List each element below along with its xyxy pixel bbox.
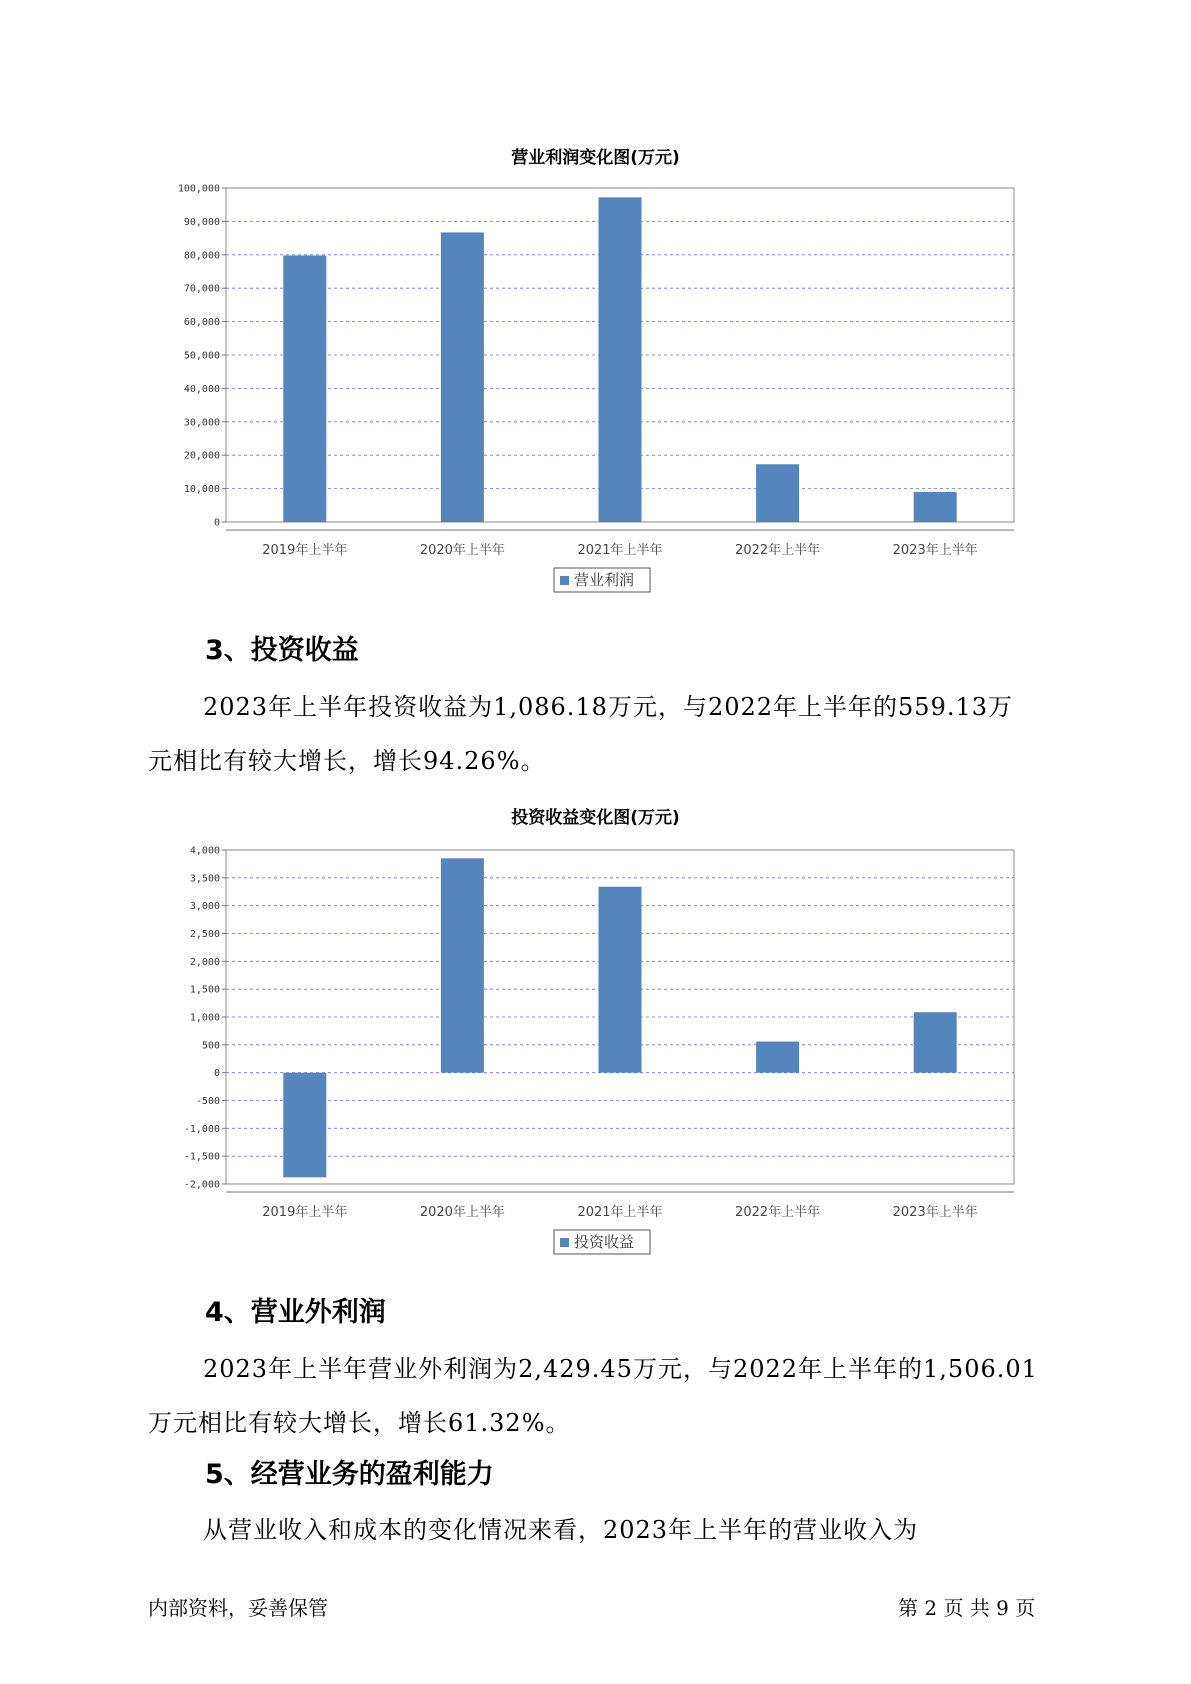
y-tick-label: -2,000 <box>183 1179 220 1191</box>
x-tick-label: 2020年上半年 <box>419 543 505 558</box>
section-heading-non-operating-profit: 4、营业外利润 <box>205 1297 386 1328</box>
y-tick-label: 500 <box>201 1040 220 1052</box>
y-tick-label: 50,000 <box>183 350 220 362</box>
chart-title-investment-income: 投资收益变化图(万元) <box>511 808 680 828</box>
x-tick-label: 2022年上半年 <box>735 543 821 558</box>
chart-title-operating-profit: 营业利润变化图(万元) <box>511 148 680 168</box>
y-tick-label: 60,000 <box>183 317 220 329</box>
legend-swatch <box>560 576 569 585</box>
paragraph-line: 元相比有较大增长，增长94.26%。 <box>148 747 546 775</box>
paragraph-line: 从营业收入和成本的变化情况来看，2023年上半年的营业收入为 <box>203 1516 919 1544</box>
chart-investment-income <box>0 832 1191 1262</box>
legend-label: 营业利润 <box>574 571 635 589</box>
y-tick-label: 2,500 <box>189 929 220 940</box>
section-heading-profitability: 5、经营业务的盈利能力 <box>205 1459 494 1490</box>
bar-2020年上半年 <box>441 858 484 1072</box>
y-tick-label: 10,000 <box>183 484 220 496</box>
y-tick-label: -1,500 <box>183 1151 220 1163</box>
x-tick-label: 2023年上半年 <box>892 1205 978 1220</box>
bar-2022年上半年 <box>756 1042 799 1073</box>
y-tick-label: 40,000 <box>183 383 220 395</box>
x-tick-label: 2019年上半年 <box>262 543 348 558</box>
x-tick-label: 2023年上半年 <box>892 543 978 558</box>
section-heading-investment-income: 3、投资收益 <box>205 635 359 666</box>
x-tick-label: 2021年上半年 <box>577 543 663 558</box>
y-tick-label: 70,000 <box>183 283 220 295</box>
paragraph-investment-income <box>148 680 1068 788</box>
y-tick-label: 2,000 <box>189 956 220 968</box>
y-tick-label: 100,000 <box>177 183 220 195</box>
paragraph-line: 万元相比有较大增长，增长61.32%。 <box>148 1409 571 1437</box>
y-tick-label: 90,000 <box>183 216 220 228</box>
y-tick-label: 0 <box>213 1068 220 1080</box>
y-tick-label: -500 <box>195 1096 220 1107</box>
y-tick-label: 1,500 <box>189 984 220 996</box>
y-tick-label: 20,000 <box>183 450 220 462</box>
legend-label: 投资收益 <box>574 1233 635 1251</box>
paragraph-line: 2023年上半年营业外利润为2,429.45万元，与2022年上半年的1,506.01 <box>203 1355 1038 1383</box>
bar-2023年上半年 <box>914 492 957 522</box>
footer-confidential-note: 内部资料，妥善保管 <box>148 1596 328 1620</box>
bar-2020年上半年 <box>441 232 484 522</box>
paragraph-profitability <box>148 1503 1068 1557</box>
y-tick-label: 0 <box>213 517 220 529</box>
x-tick-label: 2021年上半年 <box>577 1205 663 1220</box>
y-tick-label: 80,000 <box>183 250 220 262</box>
bar-2021年上半年 <box>599 887 642 1073</box>
y-tick-label: -1,000 <box>183 1123 220 1135</box>
x-tick-label: 2019年上半年 <box>262 1205 348 1220</box>
bar-2023年上半年 <box>914 1012 957 1072</box>
footer-page-number: 第 2 页 共 9 页 <box>898 1596 1036 1620</box>
y-tick-label: 3,500 <box>189 873 220 885</box>
y-tick-label: 4,000 <box>189 845 220 857</box>
bar-2021年上半年 <box>599 197 642 522</box>
x-tick-label: 2022年上半年 <box>735 1205 821 1220</box>
paragraph-line: 2023年上半年投资收益为1,086.18万元，与2022年上半年的559.13万 <box>203 693 1014 721</box>
bar-2019年上半年 <box>283 255 326 522</box>
chart-operating-profit <box>0 170 1191 600</box>
y-tick-label: 30,000 <box>183 417 220 429</box>
y-tick-label: 1,000 <box>189 1012 220 1024</box>
bar-2022年上半年 <box>756 464 799 522</box>
x-tick-label: 2020年上半年 <box>419 1205 505 1220</box>
y-tick-label: 3,000 <box>189 901 220 913</box>
legend-swatch <box>560 1238 569 1247</box>
paragraph-non-operating-profit <box>148 1342 1068 1450</box>
bar-2019年上半年 <box>283 1073 326 1178</box>
